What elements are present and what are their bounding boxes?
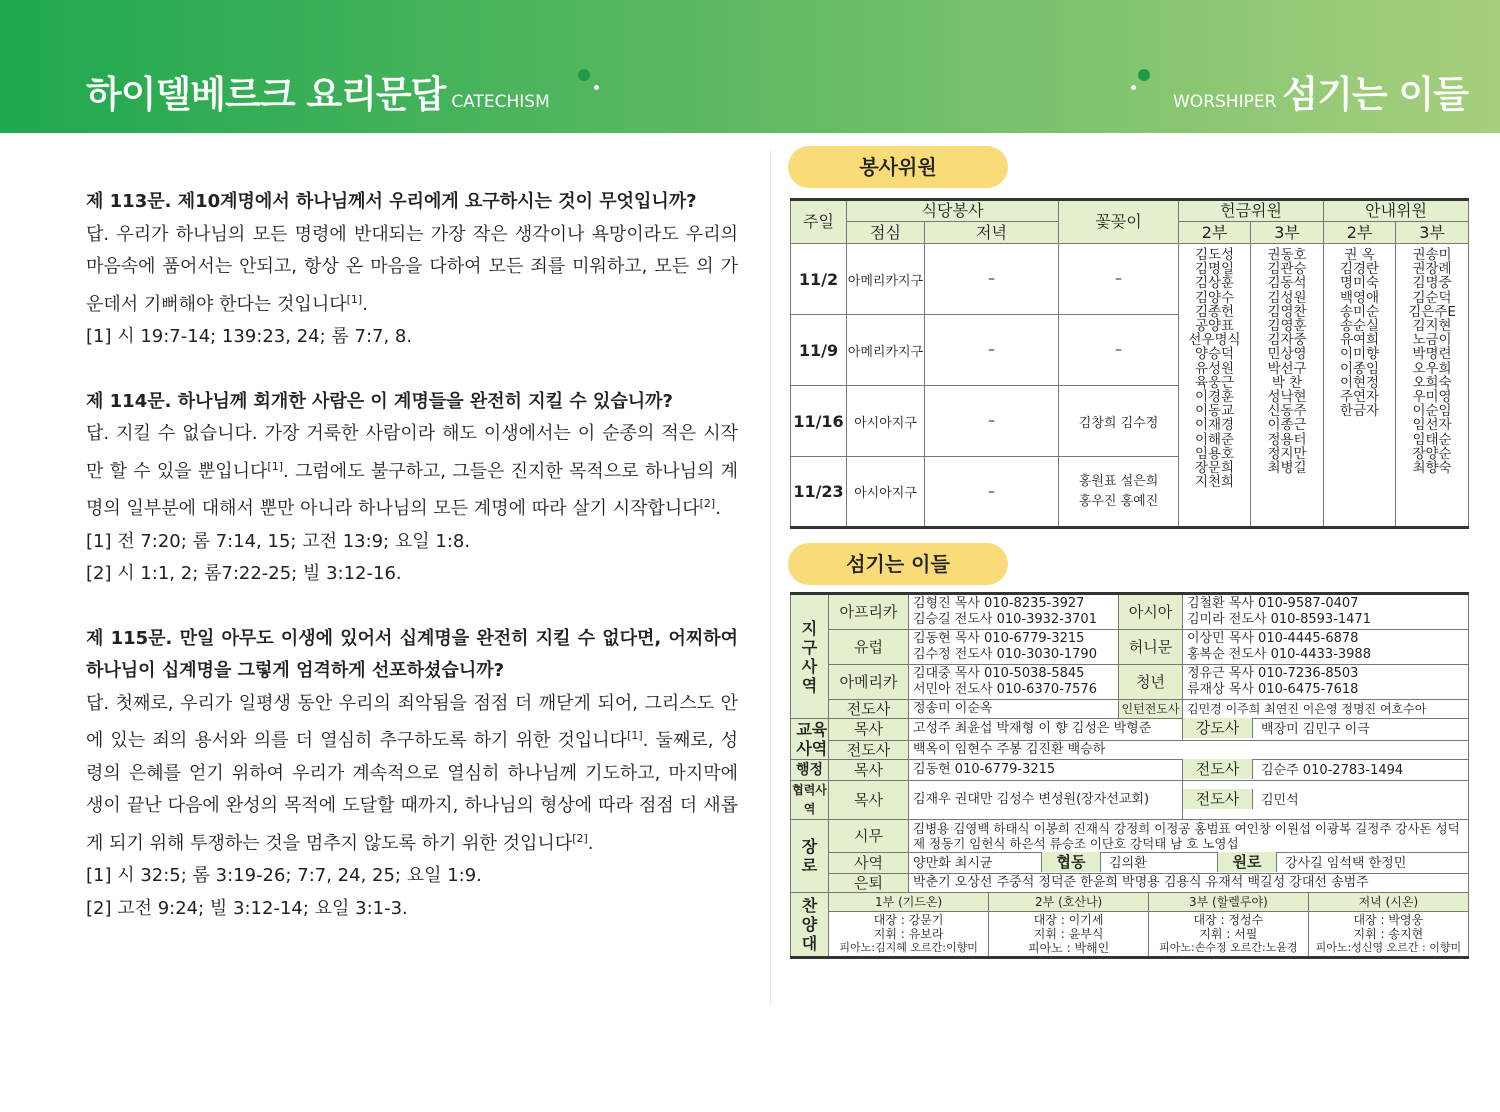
table-row: 11/2 아메리카지구 – – 김도성 김명일 김상훈 김양수 김종헌 공양표 선우명식 양승덕 유성원 육웅근 이경훈 이동교 이재경 이해준 임용호 장문희 지천희 권동호 김관승 김동석 김성원 김영찬 김영훈 김자중 민상영 박선구 박 찬 성낙현 신동주 이종근 정용터 정지만 최병길 권 옥 김경란 명미숙 백영애 송미순 송순실 유여희 이미향 이종임 이현정 주연자 한금자 권송미 권장례 김명중 김순덕 김은주E 김지현 노금이 박명련 오우희 오희숙 우미영 이순임 임선자 임태순 장양순 최향숙 bbox=[791, 244, 1469, 315]
offering-3-list bbox=[1251, 244, 1324, 528]
list-item: 김동석 bbox=[1267, 275, 1307, 292]
list-item: 이순임 bbox=[1412, 403, 1452, 420]
list-item: 한금자 bbox=[1339, 403, 1380, 420]
honeymoon-contacts: 이상민 목사 010-4445-6878 홍복순 전도사 010-4433-3988 bbox=[1183, 630, 1469, 665]
mission-label: 지구사역 bbox=[791, 594, 829, 719]
america-contacts: 김대중 목사 010-5038-5845 서민아 전도사 010-6370-7576 bbox=[909, 665, 1119, 700]
list-item: 백영애 bbox=[1339, 289, 1380, 306]
list-item: 장양순 bbox=[1412, 445, 1452, 462]
volunteers-table bbox=[790, 198, 1469, 529]
worshiper-header bbox=[1173, 64, 1468, 118]
list-item: 이현정 bbox=[1339, 374, 1380, 391]
choir-grid: 1부 (기드온) 2부 (호산나) 3부 (할렐루야) 저녁 (시온) 대장 : 강문기 지휘 : 유보라 피아노:김지혜 오르간:이향미 대장 : 이기세 지휘 : 윤부식 피아노 : 박해인 대장 : 정성수 지휘 : 서필 피아노:손수정 오르간:노윤경 대장 : 박영웅 지휘 : 송지현 피아노:성신영 오르간 : 이향미 bbox=[829, 893, 1469, 958]
list-item: 송미순 bbox=[1339, 303, 1380, 320]
list-item: 이동교 bbox=[1194, 403, 1235, 420]
col-dinner: 저녁 bbox=[925, 222, 1059, 244]
col-guide-2: 2부 bbox=[1324, 222, 1396, 244]
catechism-section bbox=[86, 186, 738, 925]
list-item: 정지만 bbox=[1267, 445, 1307, 462]
list-item: 박명련 bbox=[1412, 346, 1452, 363]
list-item: 김양수 bbox=[1194, 289, 1235, 306]
list-item: 김경란 bbox=[1339, 261, 1380, 278]
list-item: 박 찬 bbox=[1271, 374, 1303, 391]
list-item: 정용터 bbox=[1267, 431, 1307, 448]
list-item: 유성원 bbox=[1194, 360, 1235, 377]
list-item: 김상훈 bbox=[1194, 275, 1235, 292]
worshiper-title: 섬기는 이들 bbox=[1282, 73, 1468, 116]
column-divider bbox=[770, 150, 771, 1005]
list-item: 임용호 bbox=[1194, 445, 1235, 462]
list-item: 권 옥 bbox=[1344, 247, 1375, 263]
table-row: 11/16 아시아지구 – 김창희 김수정 bbox=[791, 386, 1469, 457]
list-item: 이종근 bbox=[1267, 417, 1307, 434]
list-item: 권동호 bbox=[1267, 247, 1307, 263]
list-item: 오희숙 bbox=[1412, 374, 1452, 391]
list-item: 유여희 bbox=[1339, 332, 1380, 349]
education-label: 교육사역 bbox=[791, 719, 829, 760]
offering-2-list bbox=[1179, 244, 1251, 528]
page-header bbox=[0, 0, 1500, 133]
list-item: 김관승 bbox=[1267, 261, 1307, 278]
col-offering-2: 2부 bbox=[1179, 222, 1251, 244]
list-item: 김도성 bbox=[1194, 247, 1235, 263]
list-item: 김영찬 bbox=[1267, 303, 1307, 320]
list-item: 김은주E bbox=[1408, 303, 1456, 320]
elders-label: 장로 bbox=[791, 820, 829, 893]
reference: [1] 전 7:20; 롬 7:14, 15; 고전 13:9; 요일 1:8. bbox=[86, 530, 471, 552]
list-item: 이경훈 bbox=[1194, 389, 1235, 406]
list-item: 주연자 bbox=[1339, 389, 1380, 406]
list-item: 권장례 bbox=[1412, 261, 1452, 278]
answer-115: 답. 첫째로, 우리가 일평생 동안 우리의 죄악됨을 점점 더 깨닫게 되어, 그리스도 안에 있는 죄의 용서와 의를 더 열심히 추구하도록 하기 위한 것입니다[1]. 둘째로, 성령의 은혜를 얻기 위하여 우리가 계속적으로 열심히 하나님께 기도하고, 마지막에 생이 끝난 다음에 완성의 목적에 도달할 때까지, 하나님의 형상에 따라 점점 더 새롭게 되기 위해 투쟁하는 것을 멈추지 않도록 하기 위한 것입니다[2]. bbox=[86, 692, 738, 854]
list-item: 김종헌 bbox=[1194, 303, 1235, 320]
list-item: 최향숙 bbox=[1412, 460, 1452, 477]
question-114: 제 114문. 하나님께 회개한 사람은 이 계명들을 완전히 지킬 수 있습니까? bbox=[86, 390, 673, 412]
choir-label: 찬양대 bbox=[791, 893, 829, 958]
catechism-header bbox=[86, 64, 550, 118]
answer-114: 답. 지킬 수 없습니다. 가장 거룩한 사람이라 해도 이생에서는 이 순종의 적은 시작만 할 수 있을 뿐입니다[1]. 그럼에도 불구하고, 그들은 진지한 목적으로 하나님의 계명의 일부분에 대해서 뿐만 아니라 하나님의 모든 계명에 따라 살기 시작합니다[2]. bbox=[86, 423, 738, 519]
list-item: 성낙현 bbox=[1267, 389, 1307, 406]
list-item: 김명일 bbox=[1194, 261, 1235, 278]
list-item: 김자중 bbox=[1267, 332, 1307, 349]
list-item: 육웅근 bbox=[1194, 374, 1235, 391]
list-item: 신동주 bbox=[1267, 403, 1307, 420]
decor-small-dot-icon bbox=[594, 85, 599, 90]
catechism-subtitle: CATECHISM bbox=[451, 92, 550, 112]
list-item: 김성원 bbox=[1267, 289, 1307, 306]
list-item: 김순덕 bbox=[1412, 289, 1452, 306]
worshiper-subtitle: WORSHIPER bbox=[1173, 92, 1277, 112]
africa-contacts: 김형진 목사 010-8235-3927 김승길 전도사 010-3932-3701 bbox=[909, 594, 1119, 630]
list-item: 명미숙 bbox=[1339, 275, 1380, 292]
decor-small-dot-icon bbox=[1131, 85, 1136, 90]
col-offering: 헌금위원 bbox=[1179, 200, 1324, 222]
col-guide-3: 3부 bbox=[1396, 222, 1469, 244]
list-item: 선우명식 bbox=[1188, 332, 1241, 349]
list-item: 노금이 bbox=[1412, 332, 1452, 349]
list-item: 이종임 bbox=[1339, 360, 1380, 377]
list-item: 양승덕 bbox=[1194, 346, 1235, 363]
list-item: 김지현 bbox=[1412, 318, 1452, 335]
reference: [2] 시 1:1, 2; 롬7:22-25; 빌 3:12-16. bbox=[86, 563, 402, 584]
answer-113: 답. 우리가 하나님의 모든 명령에 반대되는 가장 작은 생각이나 욕망이라도 우리의 마음속에 품어서는 안되고, 항상 온 마음을 다하여 모든 죄를 미워하고, 모든 의 가운데서 기뻐해야 한다는 것입니다[1]. bbox=[86, 223, 738, 315]
table-row: 11/23 아시아지구 – 홍원표 설은희 홍우진 홍예진 bbox=[791, 457, 1469, 528]
catechism-title: 하이델베르크 요리문답 bbox=[86, 73, 446, 116]
reference: [1] 시 19:7-14; 139:23, 24; 롬 7:7, 8. bbox=[86, 326, 413, 347]
decor-dot-icon bbox=[1138, 69, 1150, 81]
servants-table: 지구사역 아프리카 김형진 목사 010-8235-3927 김승길 전도사 010-3932-3701 아시아 김철환 목사 010-9587-0407 김미라 전도사 010-8593-1471 유럽 김동현 목사 010-6779-3215 김수정 전도사 010-3030-1790 허니문 이상민 목사 010-4445-6878 홍복순 전도사 010-4433-3988 아메리카 김대중 목사 010-5038-5845 서민아 전도사 010-6370-7576 청년 정유근 목사 010-7236-8503 류재상 목사 010-6475-7618 전도사 정송미 이순옥 인턴전도사 김민경 이주희 최연진 이은영 정명진 여호수아 교육사역 목사 고성주 최윤섭 박재형 이 향 김성은 박형준 강도사 백장미 김민구 이극 전도사 백옥이 임현수 주봉 김진환 백승하 행정 목사 김동현 010-6779-3215 전도사 김순주 010-2783-1494 협력사역 목사 김재우 권대만 김성수 변성원(장자선교회) 전도사 김민석 장로 시무 김병용 김영백 하태식 이봉희 진재식 강정희 이정공 홍범표 여인창 이원섭 이광복 길정주 강사돈 성덕제 정동기 임헌식 하은석 류승조 이단호 강덕태 남 호 노영섭 사역 양만화 최시균 협동 김의환 원로 강사길 임석택 한정민 은퇴 박춘기 오상선 주중석 정덕준 한윤희 박명용 김용식 유재석 백길성 강대선 송범주 찬양대 1부 (기드온) 2부 (호산나) 3부 (할렐루야) 저녁 (시온) 대장 : 강문기 지휘 : 유보라 피아노:김지혜 오르간:이향미 대장 : 이기세 지휘 : 윤부식 피아노 : 박해인 대장 : 정성수 지휘 : 서필 피아노:손수정 오르간:노윤경 대장 : 박영웅 지휘 : 송지현 피아노:성신영 오르간 : 이향미 bbox=[790, 592, 1469, 959]
list-item: 이해준 bbox=[1194, 431, 1235, 448]
list-item: 최병길 bbox=[1267, 460, 1307, 477]
list-item: 박선구 bbox=[1267, 360, 1307, 377]
col-offering-3: 3부 bbox=[1251, 222, 1324, 244]
list-item: 오우희 bbox=[1412, 360, 1452, 377]
list-item: 송순실 bbox=[1339, 318, 1380, 335]
list-item: 우미영 bbox=[1412, 389, 1452, 406]
list-item: 지천희 bbox=[1194, 474, 1235, 491]
list-item: 김영훈 bbox=[1267, 318, 1307, 335]
col-week: 주일 bbox=[791, 200, 847, 244]
reference: [2] 고전 9:24; 빌 3:12-14; 요일 3:1-3. bbox=[86, 897, 408, 919]
asia-contacts: 김철환 목사 010-9587-0407 김미라 전도사 010-8593-1471 bbox=[1183, 594, 1469, 630]
list-item: 공양표 bbox=[1194, 318, 1235, 335]
col-flowers: 꽃꽂이 bbox=[1059, 200, 1179, 244]
reference: [1] 시 32:5; 롬 3:19-26; 7:7, 24, 25; 요일 1:9. bbox=[86, 865, 482, 886]
list-item: 민상영 bbox=[1267, 346, 1307, 363]
col-guide: 안내위원 bbox=[1324, 200, 1469, 222]
question-115: 제 115문. 만일 아무도 이생에 있어서 십계명을 완전히 지킬 수 없다면, 어찌하여 하나님이 십계명을 그렇게 엄격하게 선포하셨습니까? bbox=[86, 627, 738, 681]
table-row: 11/9 아메리카지구 – – bbox=[791, 315, 1469, 386]
col-cafeteria: 식당봉사 bbox=[847, 200, 1059, 222]
col-lunch: 점심 bbox=[847, 222, 925, 244]
list-item: 김명중 bbox=[1412, 275, 1452, 292]
guide-2-list bbox=[1324, 244, 1396, 528]
servants-heading: 섬기는 이들 bbox=[788, 543, 1008, 585]
guide-3-list bbox=[1396, 244, 1469, 528]
list-item: 권송미 bbox=[1412, 247, 1452, 263]
list-item: 장문희 bbox=[1194, 460, 1235, 477]
decor-dot-icon bbox=[578, 69, 590, 81]
question-113: 제 113문. 제10계명에서 하나님께서 우리에게 요구하시는 것이 무엇입니까? bbox=[86, 191, 697, 212]
europe-contacts: 김동현 목사 010-6779-3215 김수정 전도사 010-3030-1790 bbox=[909, 630, 1119, 665]
volunteers-heading: 봉사위원 bbox=[788, 146, 1008, 188]
list-item: 이재경 bbox=[1194, 417, 1235, 434]
list-item: 임선자 bbox=[1412, 417, 1452, 434]
list-item: 이미향 bbox=[1339, 346, 1380, 363]
list-item: 임태순 bbox=[1412, 431, 1452, 448]
youth-contacts: 정유근 목사 010-7236-8503 류재상 목사 010-6475-7618 bbox=[1183, 665, 1469, 700]
